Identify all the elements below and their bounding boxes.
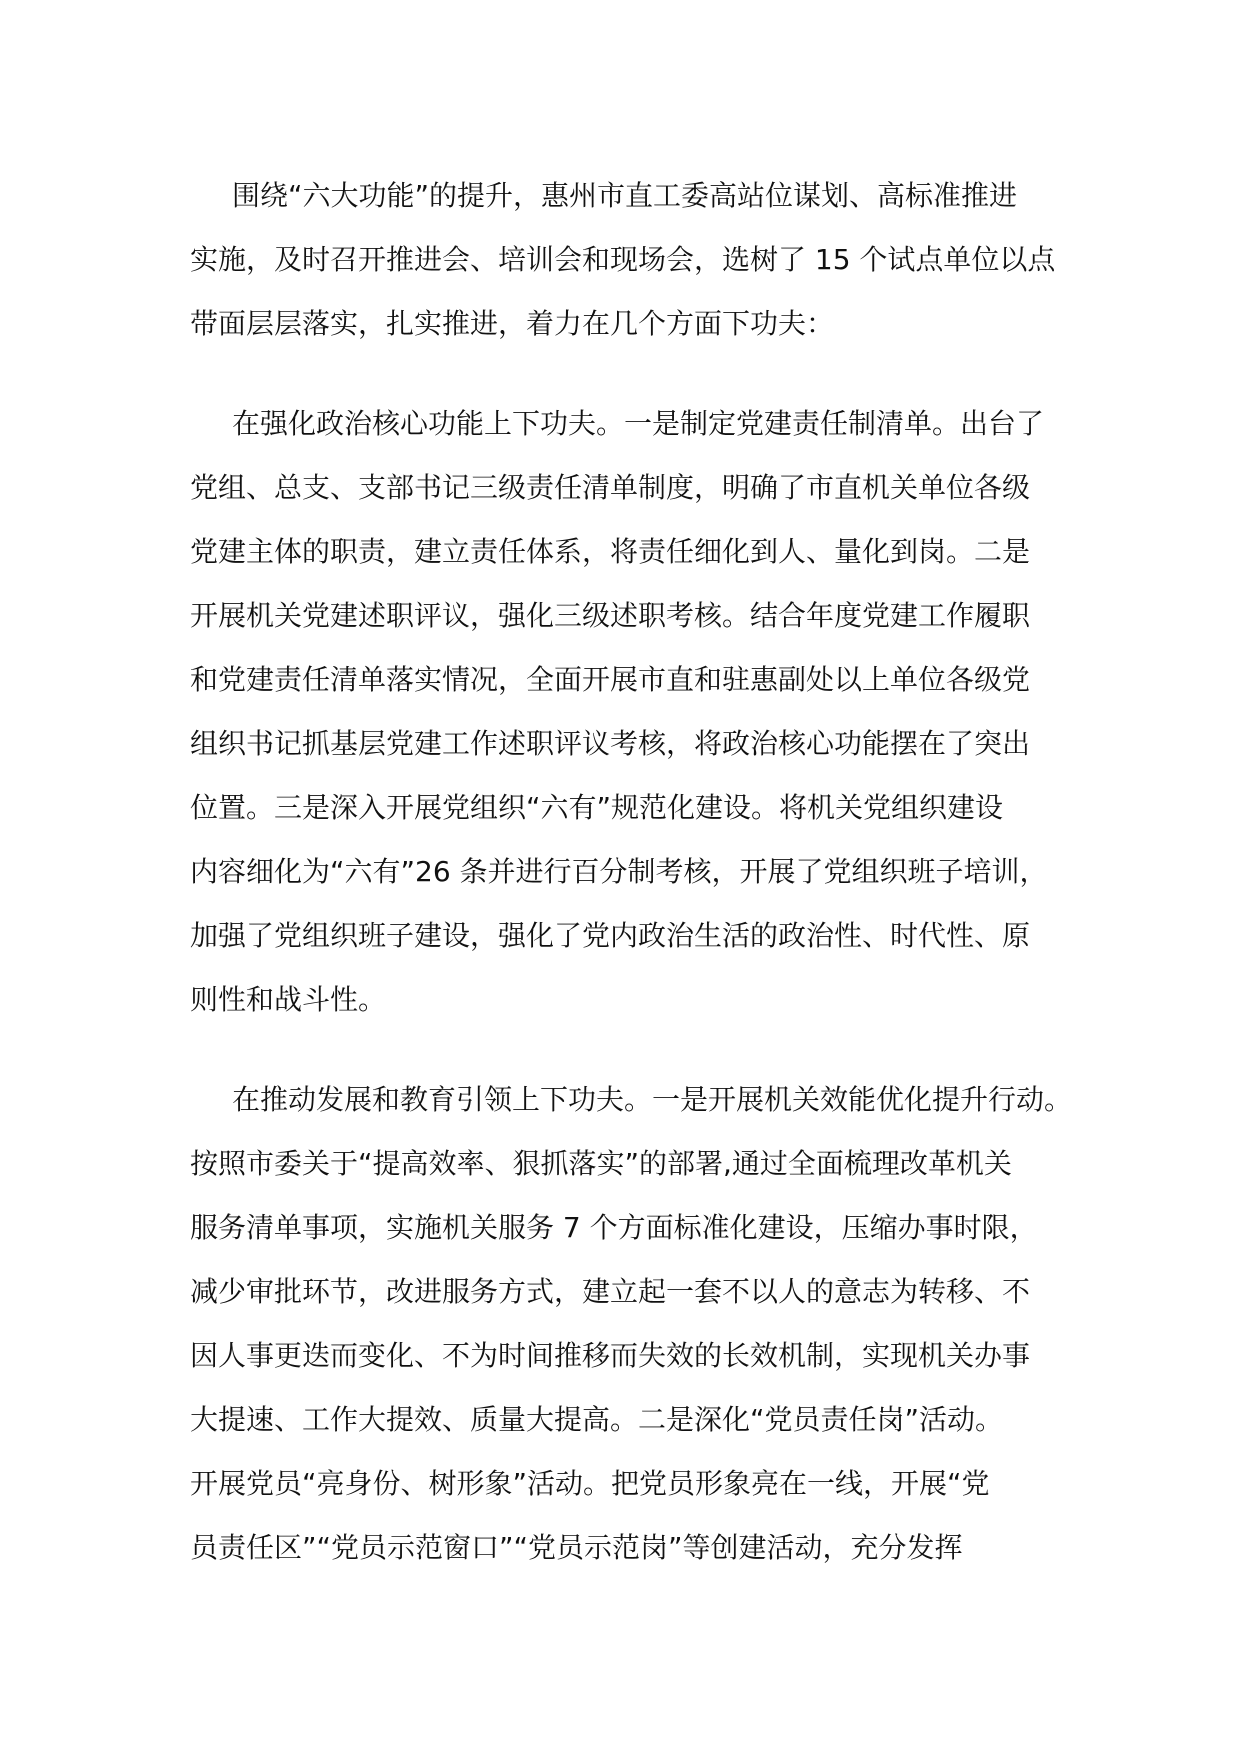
paragraph-3-line-2: 按照市委关于“提高效率、狠抓落实”的部署,通过全面梳理改革机关 bbox=[190, 1147, 1012, 1180]
paragraph-2-line-1: 在强化政治核心功能上下功夫。一是制定党建责任制清单。出台了 bbox=[232, 407, 1045, 440]
paragraph-1-line-3: 带面层层落实，扎实推进，着力在几个方面下功夫： bbox=[190, 307, 835, 340]
paragraph-2-line-9: 加强了党组织班子建设，强化了党内政治生活的政治性、时代性、原 bbox=[190, 919, 1031, 952]
paragraph-1-line-2: 实施，及时召开推进会、培训会和现场会，选树了 15 个试点单位以点 bbox=[190, 243, 1056, 276]
paragraph-2-line-8: 内容细化为“六有”26 条并进行百分制考核，开展了党组织班子培训， bbox=[190, 855, 1048, 888]
paragraph-3-line-8: 员责任区”“党员示范窗口”“党员示范岗”等创建活动，充分发挥 bbox=[190, 1531, 963, 1564]
paragraph-2-line-7: 位置。三是深入开展党组织“六有”规范化建设。将机关党组织建设 bbox=[190, 791, 1004, 824]
paragraph-3-line-4: 减少审批环节，改进服务方式，建立起一套不以人的意志为转移、不 bbox=[190, 1275, 1031, 1308]
paragraph-3-line-7: 开展党员“亮身份、树形象”活动。把党员形象亮在一线，开展“党 bbox=[190, 1467, 990, 1500]
paragraph-3-line-5: 因人事更迭而变化、不为时间推移而失效的长效机制，实现机关办事 bbox=[190, 1339, 1031, 1372]
paragraph-2-line-6: 组织书记抓基层党建工作述职评议考核，将政治核心功能摆在了突出 bbox=[190, 727, 1031, 760]
paragraph-3-line-1: 在推动发展和教育引领上下功夫。一是开展机关效能优化提升行动。 bbox=[232, 1083, 1073, 1116]
paragraph-2-line-4: 开展机关党建述职评议，强化三级述职考核。结合年度党建工作履职 bbox=[190, 599, 1031, 632]
paragraph-2-line-10: 则性和战斗性。 bbox=[190, 983, 387, 1016]
paragraph-2-line-3: 党建主体的职责，建立责任体系，将责任细化到人、量化到岗。二是 bbox=[190, 535, 1031, 568]
paragraph-3-line-6: 大提速、工作大提效、质量大提高。二是深化“党员责任岗”活动。 bbox=[190, 1403, 1004, 1436]
paragraph-1-line-1: 围绕“六大功能”的提升，惠州市直工委高站位谋划、高标准推进 bbox=[232, 179, 1018, 212]
paragraph-3-line-3: 服务清单事项，实施机关服务 7 个方面标准化建设，压缩办事时限， bbox=[190, 1211, 1038, 1244]
paragraph-2-line-5: 和党建责任清单落实情况，全面开展市直和驻惠副处以上单位各级党 bbox=[190, 663, 1031, 696]
paragraph-2-line-2: 党组、总支、支部书记三级责任清单制度，明确了市直机关单位各级 bbox=[190, 471, 1031, 504]
